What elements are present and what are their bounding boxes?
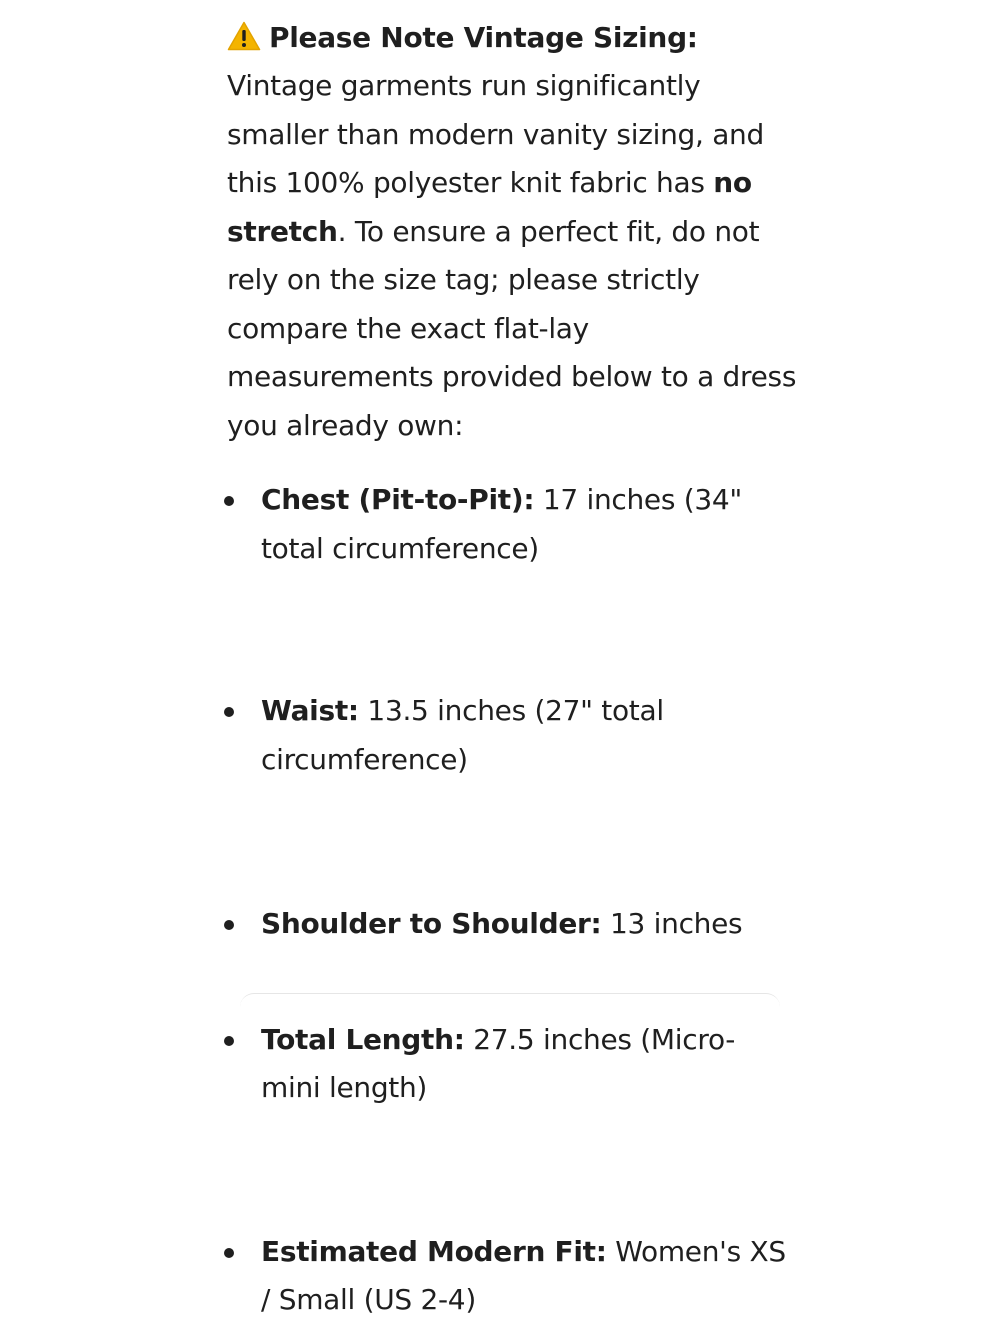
measurement-label: Chest (Pit-to-Pit):: [261, 483, 535, 516]
measurement-label: Estimated Modern Fit:: [261, 1234, 607, 1268]
list-item-length: [227, 1016, 787, 1113]
measurement-value: 13.5 inches (27" total circumference): [261, 694, 664, 776]
measurement-value: 17 inches (34" total circumference): [261, 483, 742, 565]
measurement-value: 13 inches: [601, 907, 743, 940]
list-item-waist: [227, 687, 787, 784]
list-item-shoulder: [227, 900, 821, 949]
note-heading-row: [227, 14, 797, 62]
note-text-1: Vintage garments run significantly smaller than modern vanity sizing, and this 100% polyester knit fabric has: [227, 69, 764, 199]
bottom-card-edge: [240, 993, 780, 1014]
sizing-note: [227, 14, 797, 1316]
note-text-2: . To ensure a perfect fit, do not rely on the size tag; please strictly compare the exact flat-lay measurements provided below to a dress you already own:: [227, 214, 797, 442]
measurements-list: [227, 476, 787, 1316]
list-item-chest: [227, 476, 787, 573]
measurement-label: Total Length:: [261, 1022, 465, 1056]
list-item-fit: [227, 1228, 787, 1325]
warning-icon: [227, 21, 261, 51]
measurement-label: Shoulder to Shoulder:: [261, 907, 602, 940]
measurement-value: Women's XS / Small (US 2-4): [261, 1234, 786, 1316]
no-stretch-emphasis: no stretch: [227, 166, 752, 248]
measurement-value: 27.5 inches (Micro-mini length): [261, 1022, 736, 1104]
note-heading: Please Note Vintage Sizing:: [269, 21, 698, 54]
note-paragraph: [227, 62, 797, 450]
measurement-label: Waist:: [261, 694, 359, 727]
